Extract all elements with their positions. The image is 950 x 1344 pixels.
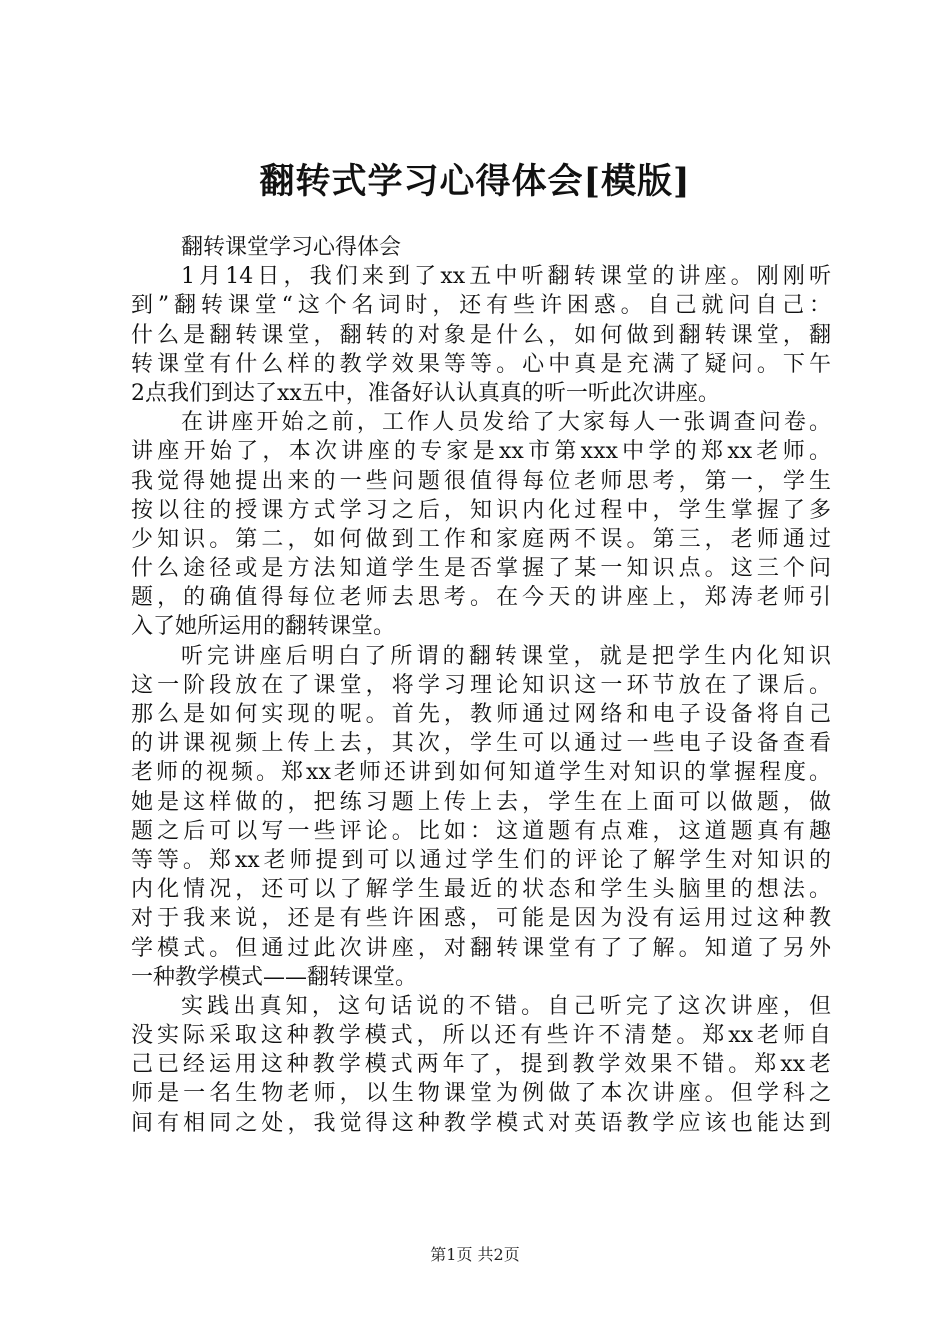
text-line: 在讲座开始之前，工作人员发给了大家每人一张调查问卷。 xyxy=(181,410,831,436)
text-line: 间有相同之处，我觉得这种教学模式对英语教学应该也能达到 xyxy=(131,1110,831,1136)
text-line: 题之后可以写一些评论。比如：这道题有点难，这道题真有趣 xyxy=(131,818,831,844)
text-line: 题，的确值得每位老师去思考。在今天的讲座上，郑涛老师引 xyxy=(131,585,831,611)
text-line: 一种教学模式——翻转课堂。 xyxy=(131,964,418,990)
text-line: 什么是翻转课堂，翻转的对象是什么，如何做到翻转课堂，翻 xyxy=(131,322,831,348)
text-line: 内化情况，还可以了解学生最近的状态和学生头脑里的想法。 xyxy=(131,877,831,903)
text-line: 那么是如何实现的呢。首先，教师通过网络和电子设备将自己 xyxy=(131,702,831,727)
document-body xyxy=(131,233,831,1138)
text-line: 转课堂有什么样的教学效果等等。心中真是充满了疑问。下午 xyxy=(131,351,831,377)
text-line: 学模式。但通过此次讲座，对翻转课堂有了了解。知道了另外 xyxy=(131,935,831,961)
text-line: 听完讲座后明白了所谓的翻转课堂，就是把学生内化知识 xyxy=(181,643,831,669)
text-line: 2点我们到达了xx五中，准备好认认真真的听一听此次讲座。 xyxy=(131,380,720,406)
text-line: 对于我来说，还是有些许困惑，可能是因为没有运用过这种教 xyxy=(131,906,831,932)
text-line: 按以往的授课方式学习之后，知识内化过程中，学生掌握了多 xyxy=(131,497,831,523)
text-line: 老师的视频。郑xx老师还讲到如何知道学生对知识的掌握程度。 xyxy=(131,760,831,786)
text-line: 这一阶段放在了课堂，将学习理论知识这一环节放在了课后。 xyxy=(131,672,831,698)
text-line: 的讲课视频上传上去，其次，学生可以通过一些电子设备查看 xyxy=(131,731,831,757)
text-line: 入了她所运用的翻转课堂。 xyxy=(131,614,396,640)
text-line: 讲座开始了，本次讲座的专家是xx市第xxx中学的郑xx老师。 xyxy=(131,439,831,465)
subtitle-line: 翻转课堂学习心得体会 xyxy=(181,235,402,260)
text-line: 她是这样做的，把练习题上传上去，学生在上面可以做题，做 xyxy=(131,789,831,815)
text-line: 师是一名生物老师，以生物课堂为例做了本次讲座。但学科之 xyxy=(131,1081,831,1107)
text-line: 什么途径或是方法知道学生是否掌握了某一知识点。这三个问 xyxy=(131,556,831,582)
text-line: 等等。郑xx老师提到可以通过学生们的评论了解学生对知识的 xyxy=(131,847,831,873)
page-footer: 第1页 共2页 xyxy=(430,1245,520,1264)
document-title: 翻转式学习心得体会[模版] xyxy=(259,161,691,202)
text-line: 实践出真知，这句话说的不错。自己听完了这次讲座，但 xyxy=(181,993,831,1019)
text-line: 到”翻转课堂“这个名词时，还有些许困惑。自己就问自己： xyxy=(131,293,831,319)
text-line: 1月14日，我们来到了xx五中听翻转课堂的讲座。刚刚听 xyxy=(181,264,831,290)
text-line: 没实际采取这种教学模式，所以还有些许不清楚。郑xx老师自 xyxy=(131,1023,831,1049)
text-line: 己已经运用这种教学模式两年了，提到教学效果不错。郑xx老 xyxy=(131,1052,831,1078)
text-line: 我觉得她提出来的一些问题很值得每位老师思考，第一，学生 xyxy=(131,468,831,494)
text-line: 少知识。第二，如何做到工作和家庭两不误。第三，老师通过 xyxy=(131,526,831,552)
